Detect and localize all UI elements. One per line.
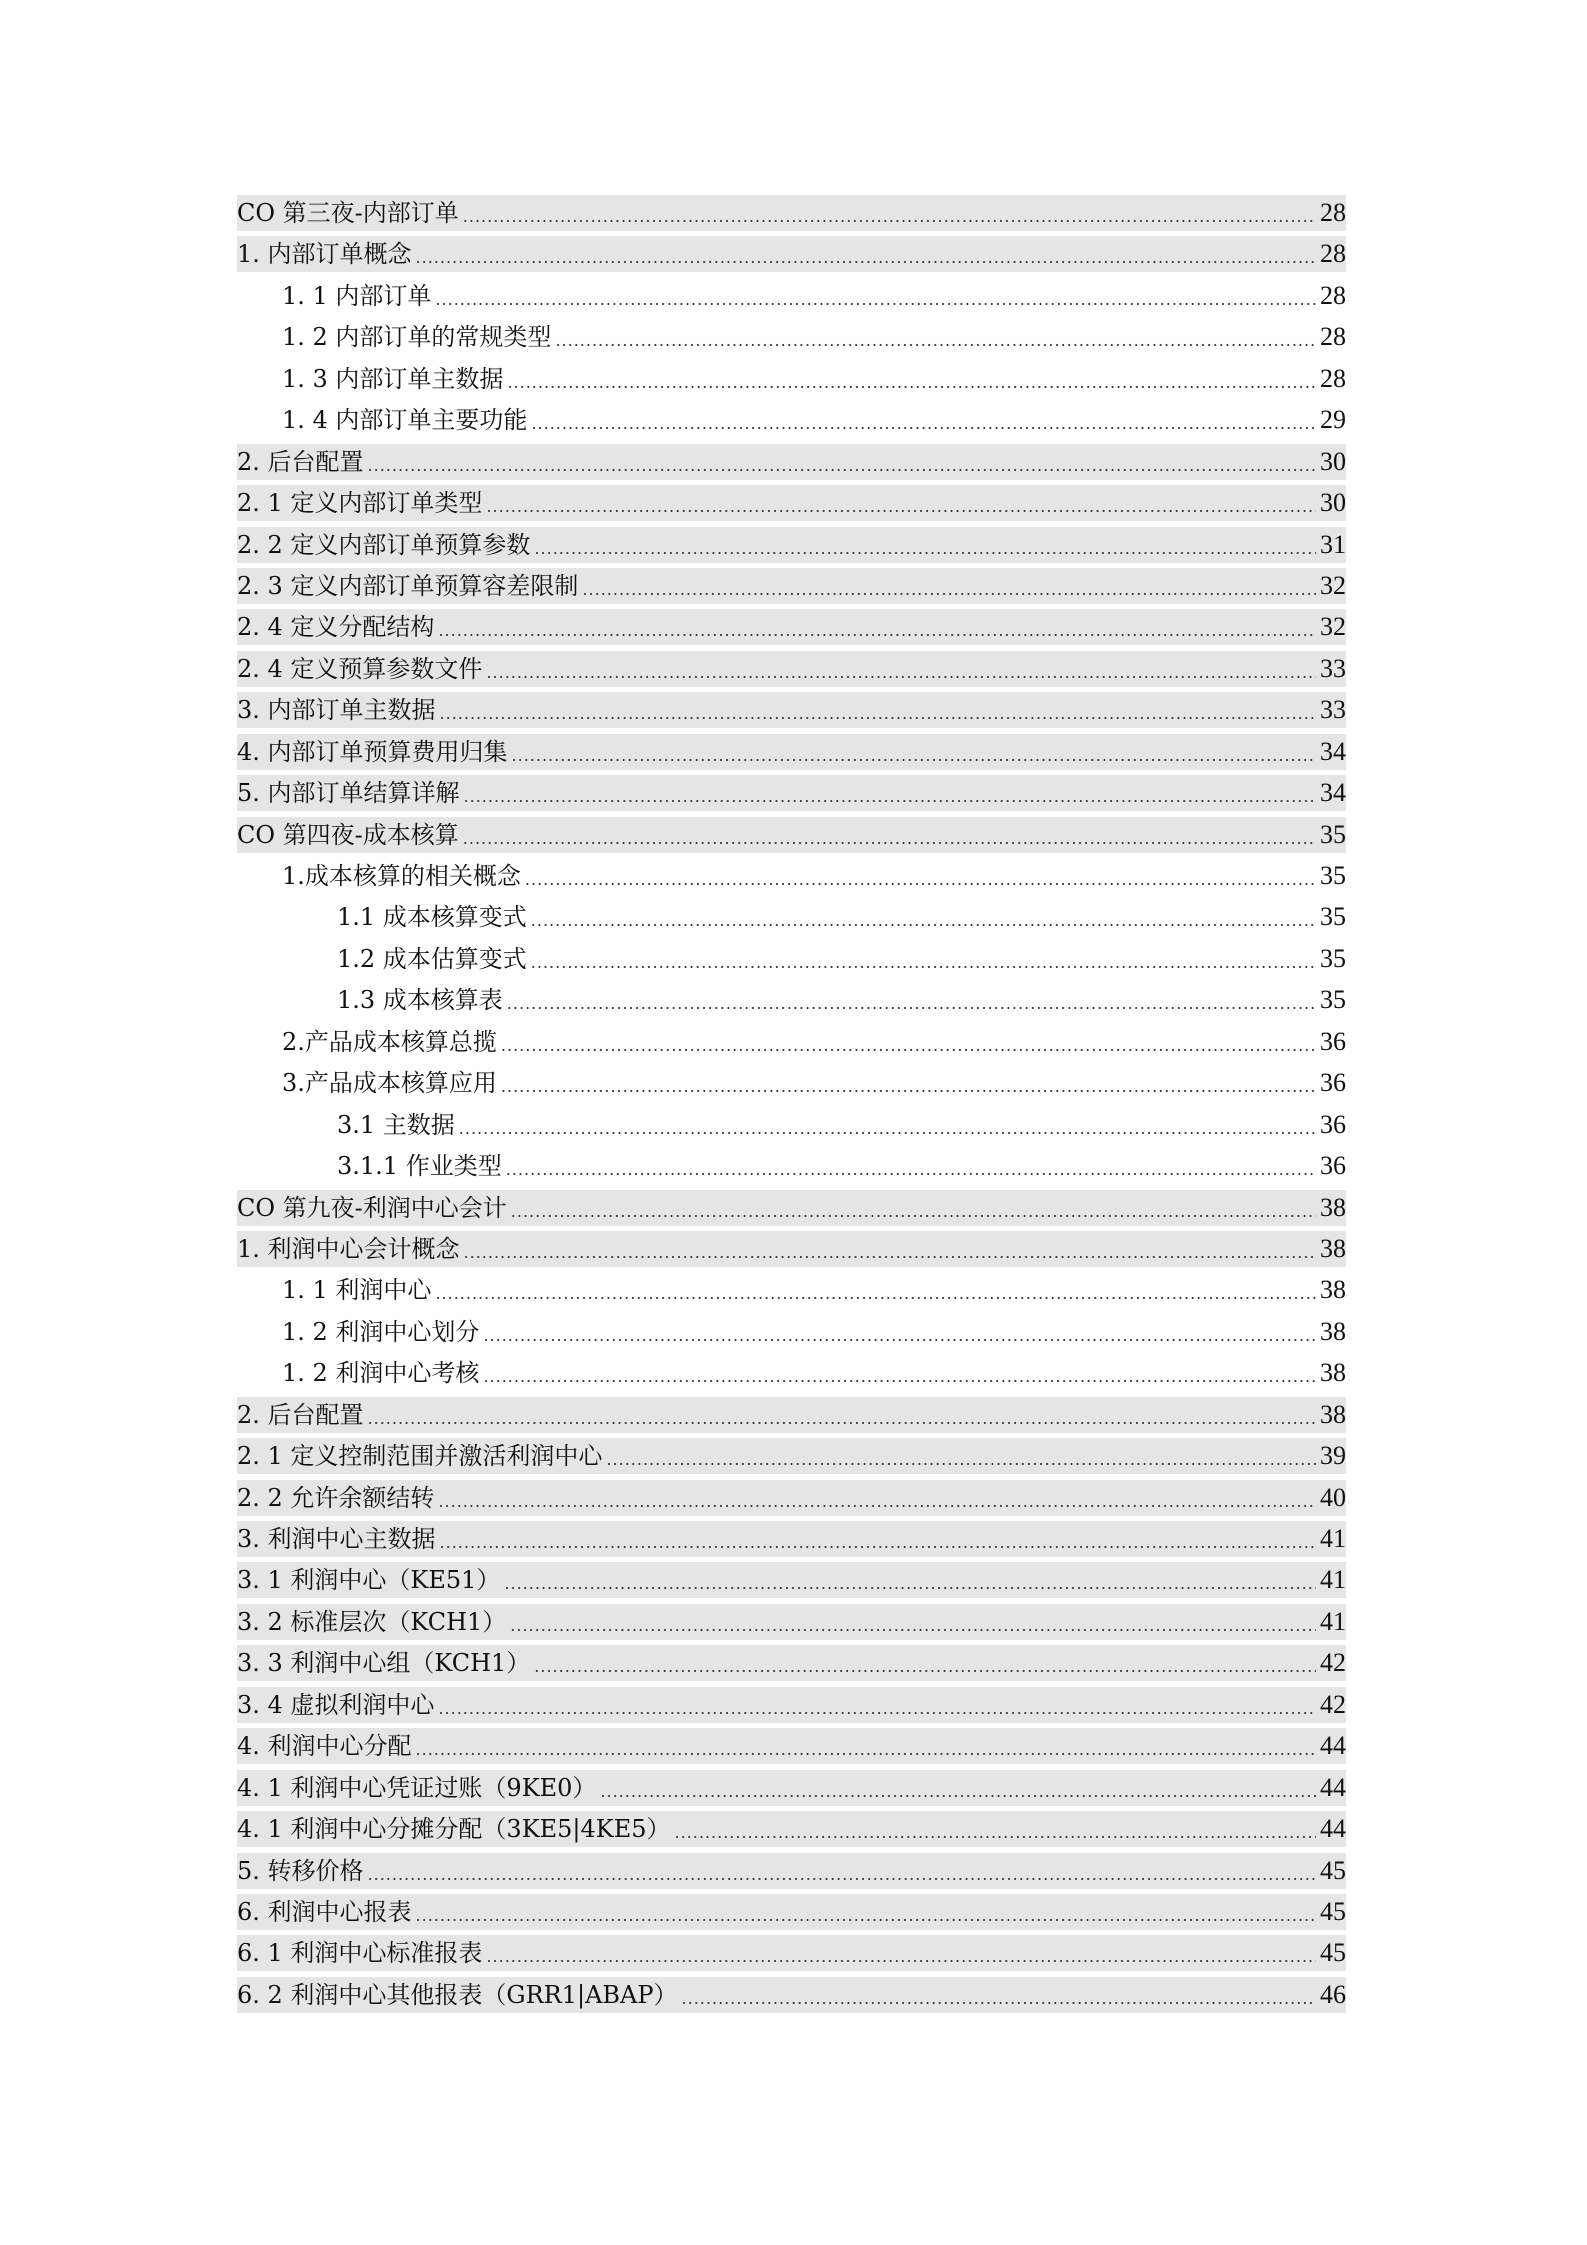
dot-leader — [463, 203, 1316, 231]
dot-leader — [501, 1032, 1316, 1060]
toc-entry-title: 5. 内部订单结算详解 — [237, 779, 460, 808]
toc-entry-page: 36 — [1320, 1151, 1346, 1181]
dot-leader — [459, 1115, 1316, 1143]
toc-entry-page: 28 — [1320, 322, 1346, 352]
toc-entry-title: 1.3 成本核算表 — [337, 986, 503, 1015]
dot-leader — [504, 1570, 1316, 1598]
toc-entry[interactable] — [237, 609, 1346, 645]
toc-entry-title: 4. 内部订单预算费用归集 — [237, 737, 508, 766]
dot-leader — [534, 535, 1316, 563]
dot-leader — [682, 1985, 1316, 2013]
toc-entry[interactable] — [237, 278, 1346, 314]
toc-entry-page: 42 — [1320, 1648, 1346, 1678]
toc-entry-title: 1.2 成本估算变式 — [337, 944, 527, 973]
toc-entry-page: 45 — [1320, 1855, 1346, 1885]
dot-leader — [531, 907, 1316, 935]
toc-entry-page: 31 — [1320, 529, 1346, 559]
toc-entry-page: 44 — [1320, 1814, 1346, 1844]
toc-entry-page: 38 — [1320, 1275, 1346, 1305]
dot-leader — [416, 1736, 1316, 1764]
toc-entry-page: 34 — [1320, 778, 1346, 808]
toc-entry-page: 45 — [1320, 1938, 1346, 1968]
toc-entry[interactable] — [237, 1272, 1346, 1308]
toc-entry-page: 38 — [1320, 1233, 1346, 1263]
toc-entry[interactable] — [237, 1604, 1346, 1640]
toc-entry-title: 3. 利润中心主数据 — [237, 1525, 436, 1553]
toc-entry[interactable] — [237, 1148, 1346, 1184]
dot-leader — [440, 1529, 1316, 1557]
dot-leader — [483, 1322, 1316, 1350]
toc-entry[interactable] — [237, 1190, 1346, 1226]
dot-leader — [510, 1612, 1316, 1640]
toc-entry-page: 28 — [1320, 280, 1346, 310]
toc-entry-title: 2. 2 定义内部订单预算参数 — [237, 530, 531, 559]
toc-entry-page: 39 — [1320, 1441, 1346, 1471]
toc-entry[interactable] — [237, 1231, 1346, 1267]
dot-leader — [486, 1943, 1316, 1971]
toc-entry-title: 2. 1 定义控制范围并激活利润中心 — [237, 1442, 603, 1471]
dot-leader — [600, 1778, 1316, 1806]
toc-entry-page: 41 — [1320, 1524, 1346, 1553]
dot-leader — [463, 825, 1316, 853]
toc-entry-title: CO 第四夜-成本核算 — [237, 820, 459, 849]
toc-entry-title: 2.产品成本核算总揽 — [282, 1027, 497, 1056]
toc-entry[interactable] — [237, 195, 1346, 231]
dot-leader — [416, 1902, 1316, 1930]
dot-leader — [675, 1819, 1317, 1847]
dot-leader — [435, 286, 1316, 314]
toc-entry[interactable] — [237, 692, 1346, 728]
dot-leader — [486, 659, 1316, 687]
dot-leader — [416, 244, 1316, 272]
toc-entry-title: CO 第九夜-利润中心会计 — [237, 1193, 507, 1222]
toc-entry-title: 1. 1 利润中心 — [282, 1276, 432, 1305]
toc-entry-page: 44 — [1320, 1731, 1346, 1761]
toc-entry-page: 36 — [1320, 1068, 1346, 1098]
toc-entry-title: 3.产品成本核算应用 — [282, 1069, 497, 1098]
toc-entry[interactable] — [237, 1314, 1346, 1350]
toc-entry-page: 45 — [1320, 1896, 1346, 1926]
toc-entry-page: 38 — [1320, 1399, 1346, 1429]
toc-entry[interactable] — [237, 775, 1346, 811]
toc-entry-title: 3. 内部订单主数据 — [237, 696, 436, 725]
toc-entry-title: CO 第三夜-内部订单 — [237, 199, 459, 227]
toc-entry-title: 2. 4 定义分配结构 — [237, 613, 435, 642]
toc-entry-page: 38 — [1320, 1192, 1346, 1222]
dot-leader — [507, 990, 1316, 1018]
toc-entry-title: 3. 4 虚拟利润中心 — [237, 1690, 435, 1719]
toc-entry-page: 36 — [1320, 1109, 1346, 1139]
toc-entry[interactable] — [237, 1397, 1346, 1433]
toc-entry-page: 42 — [1320, 1689, 1346, 1719]
dot-leader — [506, 1156, 1316, 1184]
toc-entry[interactable] — [237, 817, 1346, 853]
toc-entry-page: 38 — [1320, 1316, 1346, 1346]
dot-leader — [486, 493, 1316, 521]
toc-entry-title: 1. 2 利润中心划分 — [282, 1317, 480, 1346]
toc-entry[interactable] — [237, 1977, 1346, 2013]
toc-entry-page: 35 — [1320, 943, 1346, 973]
dot-leader — [438, 1695, 1316, 1723]
toc-entry[interactable] — [237, 734, 1346, 770]
toc-entry[interactable] — [237, 1562, 1346, 1598]
toc-entry-title: 5. 转移价格 — [237, 1856, 364, 1885]
toc-entry[interactable] — [237, 1438, 1346, 1474]
toc-entry[interactable] — [237, 1853, 1346, 1889]
toc-entry-page: 46 — [1320, 1979, 1346, 2009]
dot-leader — [438, 1488, 1316, 1516]
toc-entry-title: 6. 利润中心报表 — [237, 1897, 412, 1926]
toc-entry-page: 35 — [1320, 861, 1346, 890]
toc-entry[interactable] — [237, 361, 1346, 397]
toc-entry-title: 1. 内部订单概念 — [237, 240, 412, 269]
toc-entry[interactable] — [237, 527, 1346, 563]
toc-entry-page: 30 — [1320, 488, 1346, 518]
toc-entry[interactable] — [237, 1811, 1346, 1847]
toc-entry-title: 3. 1 利润中心（KE51） — [237, 1566, 501, 1595]
toc-entry-page: 35 — [1320, 819, 1346, 849]
toc-entry-title: 4. 1 利润中心凭证过账（9KE0） — [237, 1773, 597, 1802]
toc-entry-page: 41 — [1320, 1606, 1346, 1636]
dot-leader — [435, 1280, 1316, 1308]
toc-entry[interactable] — [237, 1728, 1346, 1764]
toc-entry[interactable] — [237, 402, 1346, 438]
dot-leader — [606, 1446, 1316, 1474]
dot-leader — [438, 617, 1316, 645]
toc-entry[interactable] — [237, 982, 1346, 1018]
toc-entry-page: 35 — [1320, 985, 1346, 1015]
toc-entry-page: 33 — [1320, 653, 1346, 683]
toc-entry[interactable] — [237, 941, 1346, 977]
toc-entry[interactable] — [237, 1024, 1346, 1060]
dot-leader — [368, 452, 1316, 480]
toc-entry-title: 1. 2 内部订单的常规类型 — [282, 323, 552, 352]
toc-entry-page: 33 — [1320, 695, 1346, 725]
toc-entry-title: 3. 2 标准层次（KCH1） — [237, 1607, 507, 1636]
toc-entry-page: 28 — [1320, 363, 1346, 393]
toc-entry-page: 28 — [1320, 239, 1346, 269]
toc-entry[interactable] — [237, 1065, 1346, 1101]
toc-entry-title: 2. 1 定义内部订单类型 — [237, 489, 483, 518]
dot-leader — [555, 327, 1316, 355]
dot-leader — [368, 1405, 1316, 1433]
toc-entry[interactable] — [237, 1355, 1346, 1391]
dot-leader — [507, 369, 1316, 397]
dot-leader — [511, 1198, 1316, 1226]
toc-entry-page: 34 — [1320, 736, 1346, 766]
toc-entry-title: 1.1 成本核算变式 — [337, 903, 527, 932]
toc-entry-title: 1. 4 内部订单主要功能 — [282, 406, 528, 435]
toc-entry-page: 28 — [1320, 198, 1346, 227]
toc-entry[interactable] — [237, 1107, 1346, 1143]
table-of-contents — [237, 195, 1346, 2018]
dot-leader — [582, 576, 1316, 604]
toc-entry[interactable] — [237, 568, 1346, 604]
toc-entry[interactable] — [237, 1687, 1346, 1723]
toc-entry-page: 32 — [1320, 612, 1346, 642]
dot-leader — [368, 1861, 1316, 1889]
toc-entry-title: 2. 3 定义内部订单预算容差限制 — [237, 571, 579, 600]
dot-leader — [440, 700, 1316, 728]
toc-entry[interactable] — [237, 485, 1346, 521]
toc-entry[interactable] — [237, 1645, 1346, 1681]
dot-leader — [483, 1363, 1316, 1391]
toc-entry[interactable] — [237, 1935, 1346, 1971]
toc-entry-page: 35 — [1320, 902, 1346, 932]
toc-entry-page: 40 — [1320, 1482, 1346, 1512]
toc-entry[interactable] — [237, 1480, 1346, 1516]
toc-entry-title: 3.1.1 作业类型 — [337, 1152, 502, 1181]
toc-entry-title: 4. 1 利润中心分摊分配（3KE5|4KE5） — [237, 1815, 671, 1844]
toc-entry-title: 1. 2 利润中心考核 — [282, 1359, 480, 1388]
dot-leader — [531, 949, 1316, 977]
toc-entry[interactable] — [237, 236, 1346, 272]
toc-entry-page: 29 — [1320, 405, 1346, 435]
toc-entry-page: 30 — [1320, 446, 1346, 476]
toc-entry-page: 44 — [1320, 1772, 1346, 1802]
toc-entry[interactable] — [237, 1770, 1346, 1806]
toc-entry[interactable] — [237, 1894, 1346, 1930]
dot-leader — [512, 742, 1316, 770]
dot-leader — [525, 866, 1316, 894]
toc-entry-title: 6. 1 利润中心标准报表 — [237, 1939, 483, 1968]
toc-entry-title: 3.1 主数据 — [337, 1110, 455, 1139]
toc-entry[interactable] — [237, 651, 1346, 687]
toc-entry[interactable] — [237, 1521, 1346, 1557]
toc-entry-title: 3. 3 利润中心组（KCH1） — [237, 1649, 531, 1678]
dot-leader — [531, 410, 1316, 438]
toc-entry-title: 1. 1 内部订单 — [282, 281, 432, 310]
dot-leader — [534, 1653, 1316, 1681]
dot-leader — [464, 783, 1316, 811]
toc-entry[interactable] — [237, 899, 1346, 935]
toc-entry-page: 38 — [1320, 1358, 1346, 1388]
toc-entry-title: 1.成本核算的相关概念 — [282, 862, 521, 890]
toc-entry-title: 1. 利润中心会计概念 — [237, 1234, 460, 1263]
toc-entry-title: 6. 2 利润中心其他报表（GRR1|ABAP） — [237, 1980, 678, 2009]
toc-entry-title: 1. 3 内部订单主数据 — [282, 364, 504, 393]
toc-entry-title: 2. 2 允许余额结转 — [237, 1483, 435, 1512]
toc-entry[interactable] — [237, 444, 1346, 480]
toc-entry-page: 41 — [1320, 1565, 1346, 1595]
toc-entry-title: 2. 后台配置 — [237, 447, 364, 476]
toc-entry-title: 2. 4 定义预算参数文件 — [237, 654, 483, 683]
dot-leader — [464, 1239, 1316, 1267]
toc-entry-page: 36 — [1320, 1026, 1346, 1056]
dot-leader — [501, 1073, 1316, 1101]
toc-entry[interactable] — [237, 858, 1346, 894]
toc-entry-title: 4. 利润中心分配 — [237, 1732, 412, 1761]
toc-entry-page: 32 — [1320, 570, 1346, 600]
toc-entry-title: 2. 后台配置 — [237, 1400, 364, 1429]
toc-entry[interactable] — [237, 319, 1346, 355]
